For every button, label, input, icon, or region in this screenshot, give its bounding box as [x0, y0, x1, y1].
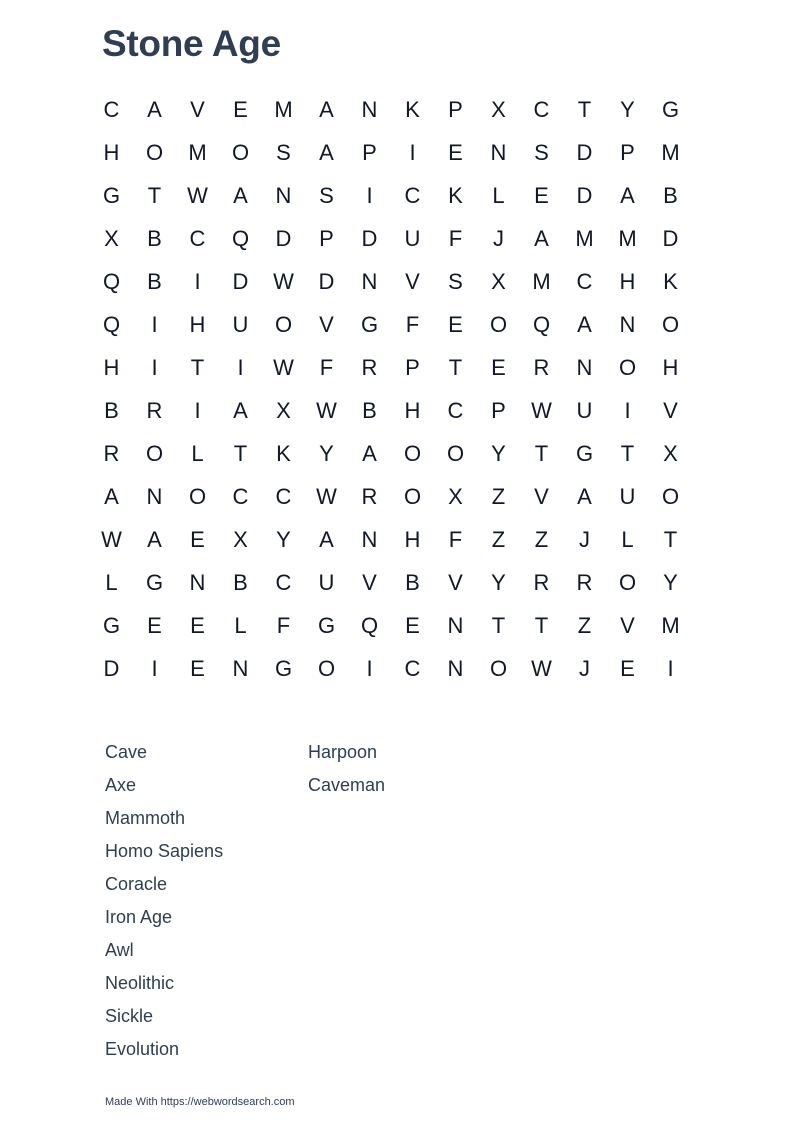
grid-cell: C [404, 655, 421, 681]
grid-cell: E [147, 612, 162, 638]
grid-cell: Z [577, 612, 592, 638]
grid-cell: O [317, 655, 336, 681]
page-title: Stone Age [102, 23, 281, 64]
grid-cell: U [619, 483, 636, 509]
grid-cell: I [624, 397, 631, 423]
grid-cell: M [532, 268, 551, 294]
grid-cell: C [447, 397, 464, 423]
word-list-item: Homo Sapiens [105, 841, 224, 861]
grid-cell: A [104, 483, 119, 509]
grid-cell: X [104, 225, 119, 251]
grid-cell: T [534, 440, 549, 466]
grid-cell: E [448, 311, 463, 337]
grid-cell: V [620, 612, 635, 638]
grid-cell: A [534, 225, 549, 251]
grid-cell: D [662, 225, 679, 251]
grid-cell: O [145, 440, 164, 466]
grid-cell: X [233, 526, 248, 552]
grid-cell: M [661, 612, 680, 638]
grid-cell: G [575, 440, 594, 466]
grid-cell: O [618, 569, 637, 595]
grid-cell: R [576, 569, 593, 595]
grid-cell: X [491, 96, 506, 122]
grid-cell: S [448, 268, 463, 294]
grid-cell: T [190, 354, 205, 380]
grid-cell: V [448, 569, 463, 595]
word-list-item: Iron Age [105, 907, 173, 927]
grid-cell: L [492, 182, 505, 208]
grid-cell: I [194, 397, 201, 423]
grid-cell: Y [491, 440, 506, 466]
grid-cell: V [319, 311, 334, 337]
grid-cell: E [448, 139, 463, 165]
word-list-item: Mammoth [105, 808, 186, 828]
grid-cell: E [190, 612, 205, 638]
grid-cell: Z [534, 526, 549, 552]
grid-cell: T [448, 354, 463, 380]
grid-cell: Q [102, 268, 121, 294]
grid-cell: W [101, 526, 122, 552]
grid-cell: H [619, 268, 636, 294]
grid-cell: Q [231, 225, 250, 251]
grid-cell: X [663, 440, 678, 466]
word-list-item: Harpoon [308, 742, 378, 762]
grid-cell: R [361, 483, 378, 509]
grid-cell: A [319, 139, 334, 165]
grid-cell: M [661, 139, 680, 165]
grid-cell: B [104, 397, 119, 423]
grid-cell: N [447, 612, 464, 638]
grid-cell: L [621, 526, 634, 552]
grid-cell: G [661, 96, 680, 122]
grid-cell: Y [491, 569, 506, 595]
grid-cell: E [233, 96, 248, 122]
grid-cell: L [234, 612, 247, 638]
grid-cell: Z [491, 526, 506, 552]
grid-cell: R [146, 397, 163, 423]
grid-cell: H [662, 354, 679, 380]
grid-cell: A [577, 311, 592, 337]
word-list-item: Neolithic [105, 973, 175, 993]
grid-cell: O [403, 483, 422, 509]
grid-cell: K [405, 96, 420, 122]
grid-cell: B [405, 569, 420, 595]
grid-cell: P [448, 96, 463, 122]
grid-cell: N [189, 569, 206, 595]
grid-cell: G [145, 569, 164, 595]
grid-cell: R [533, 354, 550, 380]
grid-cell: K [276, 440, 291, 466]
grid-cell: I [151, 311, 158, 337]
grid-cell: U [232, 311, 249, 337]
grid-cell: P [319, 225, 334, 251]
grid-cell: E [491, 354, 506, 380]
grid-cell: A [577, 483, 592, 509]
grid-cell: G [102, 612, 121, 638]
grid-cell: Y [663, 569, 678, 595]
grid-cell: I [194, 268, 201, 294]
grid-cell: F [319, 354, 334, 380]
word-list-item: Caveman [308, 775, 386, 795]
grid-cell: T [233, 440, 248, 466]
grid-cell: F [276, 612, 291, 638]
grid-cell: B [233, 569, 248, 595]
grid-cell: O [618, 354, 637, 380]
grid-cell: Y [620, 96, 635, 122]
grid-cell: W [273, 354, 294, 380]
grid-cell: N [361, 268, 378, 294]
grid-cell: F [405, 311, 420, 337]
grid-cell: B [362, 397, 377, 423]
grid-cell: T [147, 182, 162, 208]
grid-cell: O [145, 139, 164, 165]
grid-cell: S [319, 182, 334, 208]
word-list-item: Coracle [105, 874, 168, 894]
grid-cell: Z [491, 483, 506, 509]
grid-cell: E [190, 655, 205, 681]
grid-cell: T [534, 612, 549, 638]
grid-cell: P [620, 139, 635, 165]
grid-cell: C [275, 483, 292, 509]
grid-cell: C [404, 182, 421, 208]
grid-cell: E [405, 612, 420, 638]
grid-cell: A [147, 96, 162, 122]
grid-cell: W [316, 483, 337, 509]
grid-cell: C [576, 268, 593, 294]
grid-cell: D [361, 225, 378, 251]
grid-cell: J [579, 526, 590, 552]
grid-cell: D [103, 655, 120, 681]
grid-cell: O [661, 311, 680, 337]
grid-cell: D [576, 139, 593, 165]
grid-cell: Q [360, 612, 379, 638]
grid-cell: B [147, 225, 162, 251]
grid-cell: O [489, 311, 508, 337]
grid-cell: R [361, 354, 378, 380]
grid-cell: D [318, 268, 335, 294]
grid-cell: V [190, 96, 205, 122]
grid-cell: N [146, 483, 163, 509]
grid-cell: G [274, 655, 293, 681]
footer-credit: Made With https://webwordsearch.com [105, 1096, 295, 1108]
word-list-item: Axe [105, 775, 137, 795]
grid-cell: N [576, 354, 593, 380]
grid-cell: O [274, 311, 293, 337]
grid-cell: T [577, 96, 592, 122]
grid-cell: W [531, 655, 552, 681]
grid-cell: M [188, 139, 207, 165]
grid-cell: F [448, 225, 463, 251]
grid-cell: A [147, 526, 162, 552]
grid-cell: O [446, 440, 465, 466]
grid-cell: L [191, 440, 204, 466]
grid-cell: C [103, 96, 120, 122]
grid-cell: D [275, 225, 292, 251]
grid-cell: F [448, 526, 463, 552]
grid-cell: I [237, 354, 244, 380]
grid-cell: A [620, 182, 635, 208]
grid-cell: C [275, 569, 292, 595]
grid-cell: T [491, 612, 506, 638]
grid-cell: P [405, 354, 420, 380]
grid-cell: V [534, 483, 549, 509]
grid-cell: X [276, 397, 291, 423]
grid-cell: E [190, 526, 205, 552]
grid-cell: I [366, 655, 373, 681]
grid-cell: I [667, 655, 674, 681]
grid-cell: E [534, 182, 549, 208]
grid-cell: M [575, 225, 594, 251]
grid-cell: P [491, 397, 506, 423]
grid-cell: N [361, 526, 378, 552]
grid-cell: J [493, 225, 504, 251]
grid-cell: Q [532, 311, 551, 337]
grid-cell: H [189, 311, 206, 337]
grid-cell: Y [276, 526, 291, 552]
grid-cell: G [102, 182, 121, 208]
grid-cell: N [361, 96, 378, 122]
grid-cell: C [232, 483, 249, 509]
grid-cell: K [448, 182, 463, 208]
grid-cell: L [105, 569, 118, 595]
grid-cell: I [151, 655, 158, 681]
grid-cell: S [534, 139, 549, 165]
grid-cell: I [151, 354, 158, 380]
grid-cell: D [576, 182, 593, 208]
grid-cell: K [663, 268, 678, 294]
grid-cell: W [531, 397, 552, 423]
grid-cell: Y [319, 440, 334, 466]
grid-cell: G [317, 612, 336, 638]
grid-cell: T [663, 526, 678, 552]
grid-cell: X [448, 483, 463, 509]
word-list-item: Awl [105, 940, 134, 960]
grid-cell: N [619, 311, 636, 337]
grid-cell: O [403, 440, 422, 466]
grid-cell: A [362, 440, 377, 466]
word-list-item: Evolution [105, 1039, 180, 1059]
grid-cell: U [404, 225, 421, 251]
grid-cell: O [188, 483, 207, 509]
grid-cell: H [404, 397, 421, 423]
grid-cell: A [233, 397, 248, 423]
grid-cell: R [103, 440, 120, 466]
grid-cell: H [404, 526, 421, 552]
grid-cell: U [576, 397, 593, 423]
grid-cell: O [489, 655, 508, 681]
grid-cell: W [273, 268, 294, 294]
grid-cell: B [147, 268, 162, 294]
grid-cell: O [231, 139, 250, 165]
grid-cell: C [533, 96, 550, 122]
grid-cell: W [187, 182, 208, 208]
grid-cell: W [316, 397, 337, 423]
grid-cell: X [491, 268, 506, 294]
grid-cell: N [232, 655, 249, 681]
grid-cell: H [103, 354, 120, 380]
grid-cell: V [362, 569, 377, 595]
grid-cell: U [318, 569, 335, 595]
grid-cell: T [620, 440, 635, 466]
grid-cell: M [618, 225, 637, 251]
letter-grid [90, 88, 690, 690]
word-list-item: Cave [105, 742, 148, 762]
grid-cell: V [405, 268, 420, 294]
grid-cell: N [275, 182, 292, 208]
grid-cell: H [103, 139, 120, 165]
grid-cell: I [366, 182, 373, 208]
grid-cell: J [579, 655, 590, 681]
grid-cell: D [232, 268, 249, 294]
grid-cell: A [319, 96, 334, 122]
grid-cell: Q [102, 311, 121, 337]
grid-cell: P [362, 139, 377, 165]
grid-cell: G [360, 311, 379, 337]
grid-cell: S [276, 139, 291, 165]
grid-cell: E [620, 655, 635, 681]
grid-cell: I [409, 139, 416, 165]
grid-cell: C [189, 225, 206, 251]
grid-cell: N [490, 139, 507, 165]
grid-cell: A [319, 526, 334, 552]
grid-cell: M [274, 96, 293, 122]
word-list-item: Sickle [105, 1006, 154, 1026]
grid-cell: A [233, 182, 248, 208]
grid-cell: R [533, 569, 550, 595]
grid-cell: O [661, 483, 680, 509]
word-list [105, 736, 525, 1072]
grid-cell: N [447, 655, 464, 681]
grid-cell: B [663, 182, 678, 208]
grid-cell: V [663, 397, 678, 423]
